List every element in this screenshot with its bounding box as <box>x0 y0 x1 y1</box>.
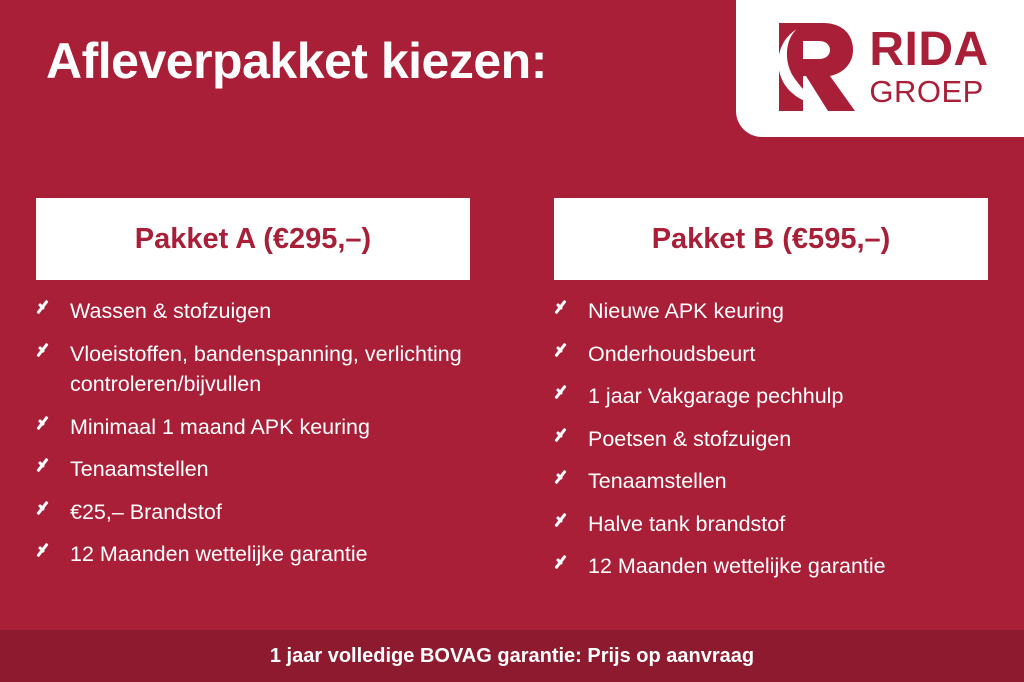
footer-banner <box>0 630 1024 682</box>
list-item <box>36 339 470 400</box>
check-icon <box>554 298 574 322</box>
check-icon <box>554 553 574 577</box>
package-card-b <box>554 198 988 594</box>
check-icon <box>36 298 56 322</box>
list-item <box>554 551 988 582</box>
list-item <box>36 454 470 485</box>
list-item <box>554 296 988 327</box>
check-icon <box>554 341 574 365</box>
feature-label: Poetsen & stofzuigen <box>588 426 792 451</box>
package-b-header <box>554 198 988 280</box>
brand-name-secondary: GROEP <box>869 74 984 109</box>
list-item <box>554 509 988 540</box>
list-item <box>554 466 988 497</box>
package-a-header <box>36 198 470 280</box>
package-b-title: Pakket B (€595,–) <box>651 222 891 255</box>
packages-container <box>36 198 988 594</box>
check-icon <box>36 456 56 480</box>
list-item <box>554 339 988 370</box>
rida-r-monogram-icon <box>773 19 859 115</box>
feature-label: Minimaal 1 maand APK keuring <box>70 414 370 439</box>
check-icon <box>36 341 56 365</box>
feature-label: Wassen & stofzuigen <box>70 299 272 323</box>
check-icon <box>554 511 574 535</box>
check-icon <box>36 499 56 523</box>
feature-label: Tenaamstellen <box>70 457 209 482</box>
footer-text: 1 jaar volledige BOVAG garantie: Prijs op aanvraag <box>269 644 755 667</box>
check-icon <box>554 426 574 450</box>
check-icon <box>36 541 56 565</box>
feature-label: 12 Maanden wettelijke garantie <box>588 554 886 579</box>
feature-label: Tenaamstellen <box>588 469 727 494</box>
feature-label: 12 Maanden wettelijke garantie <box>70 542 368 567</box>
package-card-a <box>36 198 470 594</box>
feature-label: €25,– Brandstof <box>70 499 222 524</box>
list-item <box>36 412 470 443</box>
check-icon <box>554 383 574 407</box>
feature-label: Halve tank brandstof <box>588 511 786 536</box>
check-icon <box>554 468 574 492</box>
page-title: Afleverpakket kiezen: <box>46 33 547 89</box>
feature-label: Onderhoudsbeurt <box>588 341 756 366</box>
feature-label: Vloeistoffen, bandenspanning, verlichting controleren/bijvullen <box>70 341 462 397</box>
package-a-feature-list <box>36 296 470 570</box>
brand-logo <box>736 0 1024 137</box>
check-icon <box>36 414 56 438</box>
list-item <box>554 381 988 412</box>
list-item <box>36 296 470 327</box>
package-a-title: Pakket A (€295,–) <box>134 222 372 255</box>
list-item <box>36 497 470 528</box>
list-item <box>36 539 470 570</box>
feature-label: Nieuwe APK keuring <box>588 299 784 323</box>
package-b-feature-list <box>554 296 988 582</box>
feature-label: 1 jaar Vakgarage pechhulp <box>588 384 844 409</box>
list-item <box>554 424 988 455</box>
brand-name-primary: RIDA <box>869 23 989 76</box>
